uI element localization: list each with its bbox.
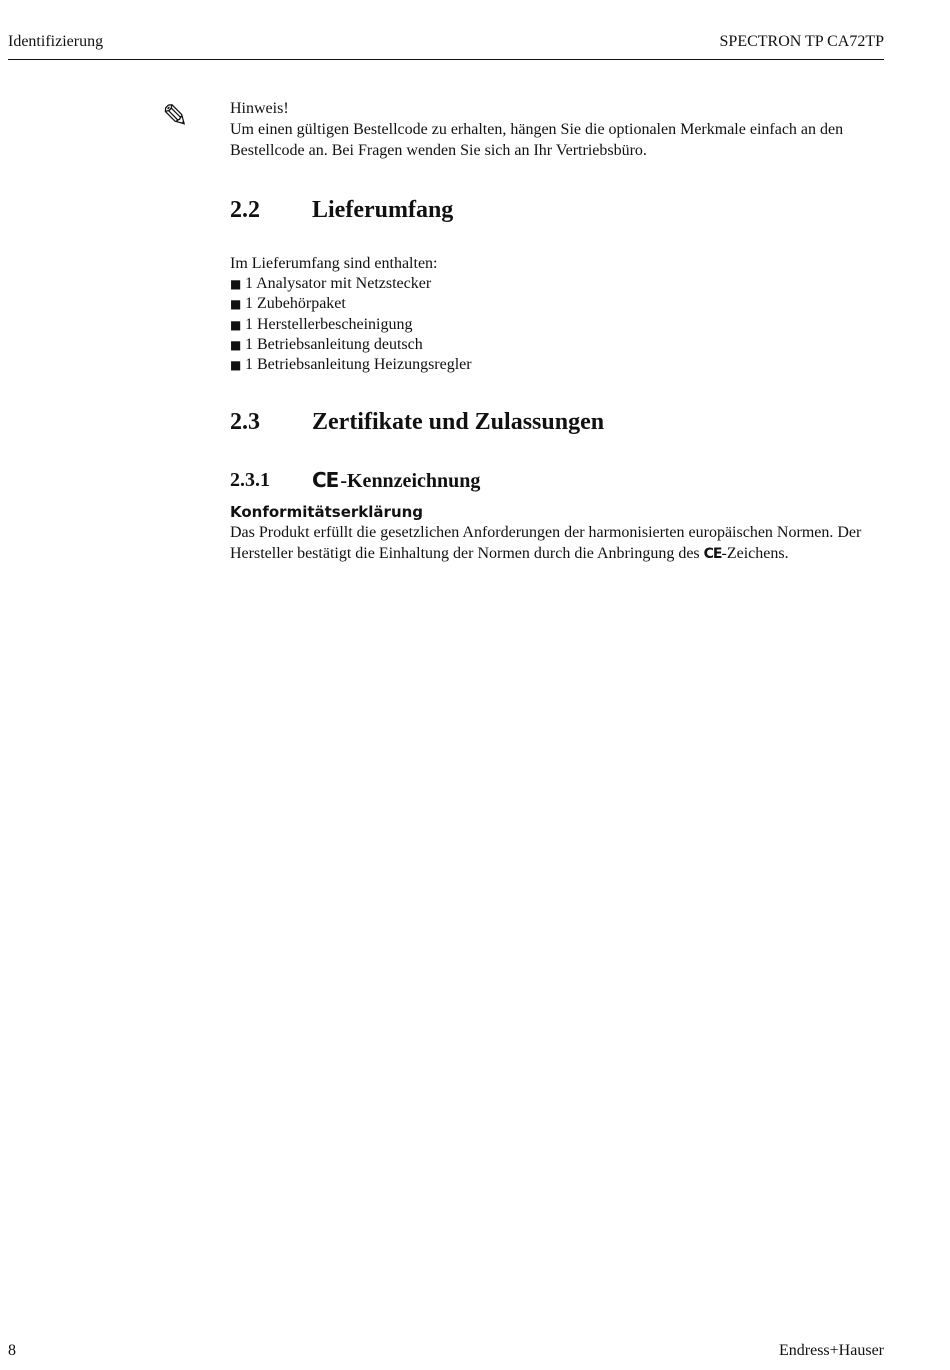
pencil-icon: ✎	[162, 97, 189, 135]
conformity-subheading: Konformitätserklärung	[230, 503, 424, 522]
list-item: ■ 1 Herstellerbescheinigung	[230, 315, 886, 335]
bullet-icon: ■	[230, 277, 242, 291]
section-2-3-heading	[230, 407, 886, 437]
section-number: 2.3	[230, 409, 260, 436]
delivery-intro: Im Lieferumfang sind enthalten:	[230, 255, 438, 272]
header-product-name: SPECTRON TP CA72TP	[719, 33, 884, 50]
note-block	[230, 98, 886, 161]
page-content	[230, 98, 886, 565]
section-number: 2.2	[230, 197, 260, 223]
note-text: Um einen gültigen Bestellcode zu erhalten, hängen Sie die optionalen Merkmale einfach an den Bestellcode an. Bei Fragen wenden Sie sich an Ihr Vertriebsbüro.	[230, 121, 844, 159]
footer-company: Endress+Hauser	[779, 1342, 884, 1359]
ce-mark-icon: CE	[312, 468, 339, 493]
list-item: ■ 1 Analysator mit Netzstecker	[230, 274, 886, 294]
bullet-icon: ■	[230, 297, 242, 312]
delivery-list	[230, 274, 886, 375]
header-section-title: Identifizierung	[8, 33, 104, 50]
section-2-3-1-heading	[230, 467, 886, 494]
conformity-text: Das Produkt erfüllt die gesetzlichen Anforderungen der harmonisierten europäischen Normen. Der Hersteller bestätigt die Einhaltung der Normen durch die Anbringung des CE-Zeichens.	[230, 524, 862, 563]
ce-mark-icon: CE	[703, 546, 722, 563]
bullet-icon: ■	[230, 337, 242, 352]
section-title: Zertifikate und Zulassungen	[312, 409, 605, 436]
header-divider	[8, 59, 884, 60]
list-item: ■ 1 Zubehörpaket	[230, 294, 886, 314]
note-title: Hinweis!	[230, 100, 289, 117]
bullet-icon: ■	[230, 317, 242, 332]
page-footer	[8, 1341, 884, 1361]
section-title: Lieferumfang	[312, 197, 454, 223]
list-item: ■ 1 Betriebsanleitung deutsch	[230, 335, 886, 355]
list-item: ■ 1 Betriebsanleitung Heizungsregler	[230, 355, 886, 375]
section-title: CE -Kennzeichnung	[312, 468, 481, 493]
section-number: 2.3.1	[230, 469, 270, 492]
page-number: 8	[8, 1342, 16, 1359]
bullet-icon: ■	[230, 358, 242, 373]
page-header	[8, 32, 884, 52]
section-2-2-heading	[230, 195, 886, 225]
